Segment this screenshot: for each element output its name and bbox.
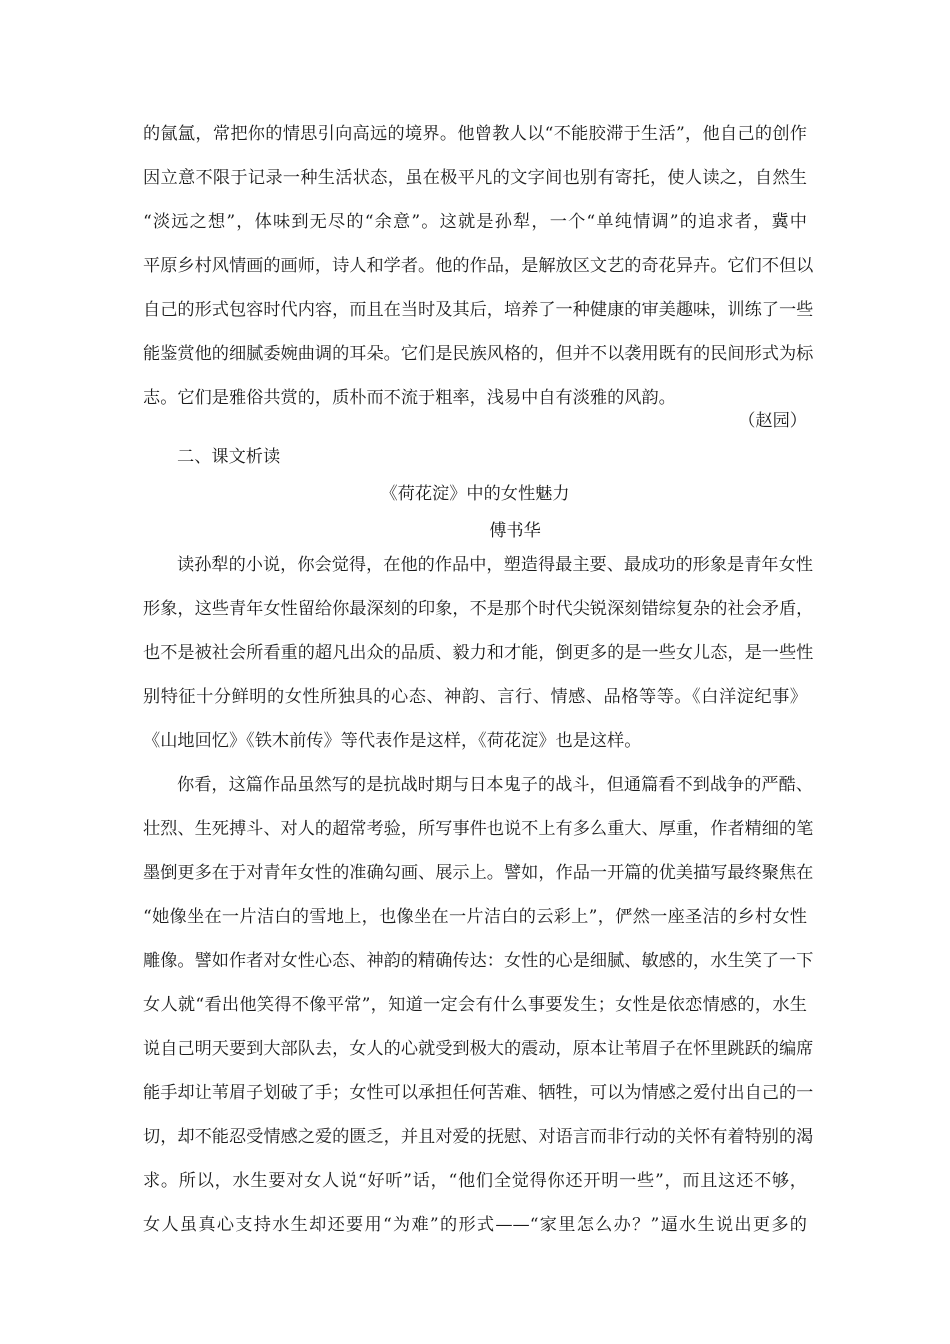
paragraph-line: 女人虽真心支持水生却还要用“为难”的形式——“家里怎么办？”逼水生说出更多的 (143, 1215, 807, 1235)
paragraph-line: 女人就“看出他笑得不像平常”，知道一定会有什么事要发生；女性是依恋情感的，水生 (143, 995, 807, 1015)
paragraph-line: “淡远之想”，体味到无尽的“余意”。这就是孙犁，一个“单纯情调”的追求者，冀中 (143, 212, 807, 232)
paragraph-line: 平原乡村风情画的画师，诗人和学者。他的作品，是解放区文艺的奇花异卉。它们不但以 (143, 256, 814, 276)
paragraph-line: 自己的形式包容时代内容，而且在当时及其后，培养了一种健康的审美趣味，训练了一些 (143, 300, 814, 320)
paragraph-line: 的氤氲，常把你的情思引向高远的境界。他曾教人以“不能胶滞于生活”，他自己的创作 (143, 124, 807, 144)
paragraph-line: 《山地回忆》《铁木前传》等代表作是这样，《荷花淀》也是这样。 (143, 731, 642, 751)
article-title: 《荷花淀》中的女性魅力 (380, 484, 570, 504)
paragraph-line: 切，却不能忍受情感之爱的匮乏，并且对爱的抚慰、对语言而非行动的关怀有着特别的渴 (143, 1127, 814, 1147)
paragraph-line: 能手却让苇眉子划破了手；女性可以承担任何苦难、牺牲，可以为情感之爱付出自己的一 (143, 1083, 814, 1103)
paragraph-line: 你看，这篇作品虽然写的是抗战时期与日本鬼子的战斗，但通篇看不到战争的严酷、 (177, 775, 813, 795)
paragraph-line: 形象，这些青年女性留给你最深刻的印象，不是那个时代尖锐深刻错综复杂的社会矛盾， (143, 599, 814, 619)
paragraph-line: 求。所以，水生要对女人说“好听”话，“他们全觉得你还开明一些”，而且这还不够， (143, 1171, 807, 1191)
author-credit: （赵园） (738, 411, 807, 431)
paragraph-line: 说自己明天要到大部队去，女人的心就受到极大的震动，原本让苇眉子在怀里跳跃的编席 (143, 1039, 814, 1059)
paragraph-line: 也不是被社会所看重的超凡出众的品质、毅力和才能，倒更多的是一些女儿态，是一些性 (143, 643, 814, 663)
paragraph-line: 能鉴赏他的细腻委婉曲调的耳朵。它们是民族风格的，但并不以袭用既有的民间形式为标 (143, 344, 814, 364)
paragraph-line: 志。它们是雅俗共赏的，质朴而不流于粗率，浅易中自有淡雅的风韵。 (143, 388, 676, 408)
section-heading: 二、课文析读 (177, 447, 281, 467)
paragraph-line: 别特征十分鲜明的女性所独具的心态、神韵、言行、情感、品格等等。《白洋淀纪事》 (143, 687, 807, 707)
article-author: 傅书华 (489, 521, 541, 541)
paragraph-line: 墨倒更多在于对青年女性的准确勾画、展示上。譬如，作品一开篇的优美描写最终聚焦在 (143, 863, 814, 883)
paragraph-line: “她像坐在一片洁白的雪地上，也像坐在一片洁白的云彩上”，俨然一座圣洁的乡村女性 (143, 907, 807, 927)
paragraph-line: 因立意不限于记录一种生活状态，虽在极平凡的文字间也别有寄托，使人读之，自然生 (143, 168, 807, 188)
paragraph-line: 雕像。譬如作者对女性心态、神韵的精确传达：女性的心是细腻、敏感的，水生笑了一下 (143, 951, 814, 971)
paragraph-line: 壮烈、生死搏斗、对人的超常考验，所写事件也说不上有多么重大、厚重，作者精细的笔 (143, 819, 814, 839)
paragraph-line: 读孙犁的小说，你会觉得，在他的作品中，塑造得最主要、最成功的形象是青年女性 (177, 555, 813, 575)
